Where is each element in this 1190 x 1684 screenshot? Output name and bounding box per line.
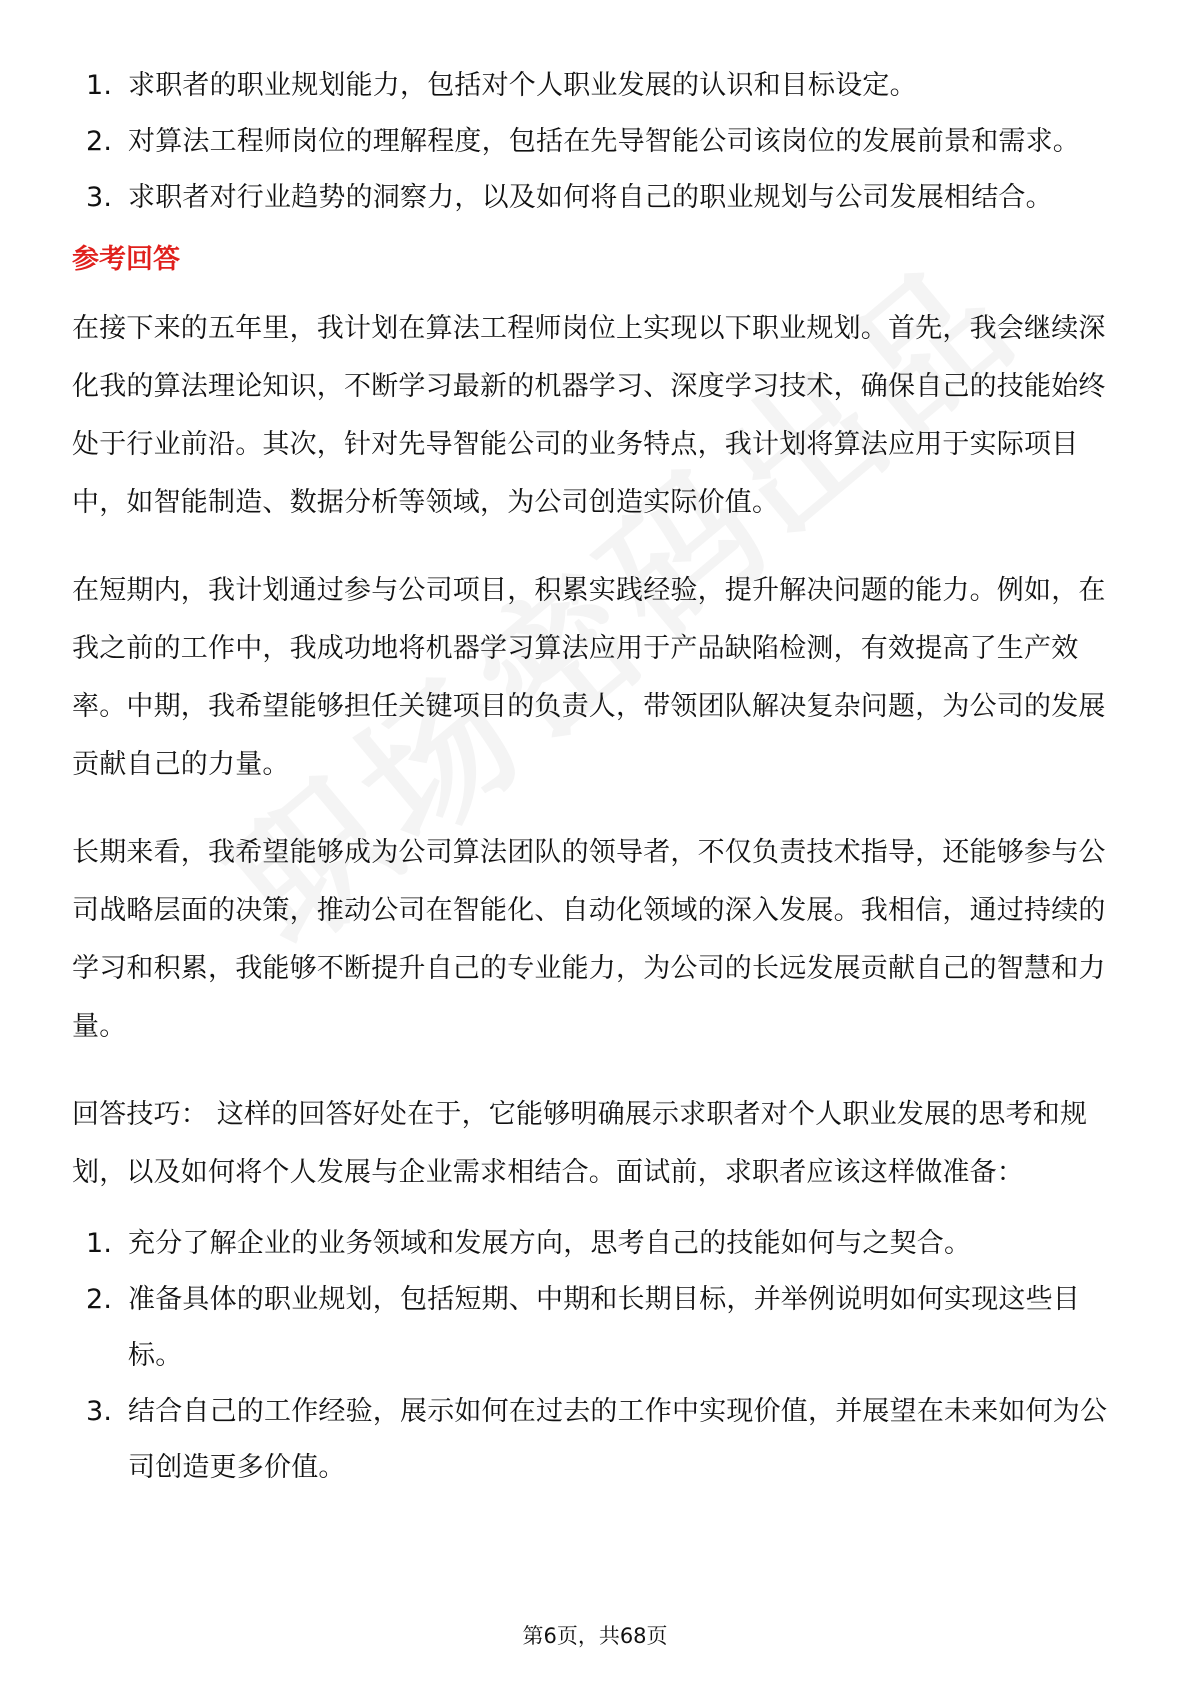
list-number: 2.: [86, 126, 113, 157]
page-content: [72, 58, 1122, 1496]
section-title: 参考回答: [72, 244, 180, 275]
list-item-text: 求职者对行业趋势的洞察力，以及如何将自己的职业规划与公司发展相结合。: [128, 182, 1053, 213]
preparation-list: [72, 1216, 1122, 1496]
paragraph: 在短期内，我计划通过参与公司项目，积累实践经验，提升解决问题的能力。例如，在我之前的工作中，我成功地将机器学习算法应用于产品缺陷检测，有效提高了生产效率。中期，我希望能够担任关键项目的负责人，带领团队解决复杂问题，为公司的发展贡献自己的力量。: [72, 575, 1106, 780]
paragraph: 长期来看，我希望能够成为公司算法团队的领导者，不仅负责技术指导，还能够参与公司战略层面的决策，推动公司在智能化、自动化领域的深入发展。我相信，通过持续的学习和积累，我能够不断提升自己的专业能力，为公司的长远发展贡献自己的智慧和力量。: [72, 837, 1106, 1042]
list-number: 1.: [86, 70, 113, 101]
list-item: [72, 58, 1122, 114]
criteria-list: [72, 58, 1122, 226]
list-item: [72, 1272, 1122, 1384]
list-item-text: 充分了解企业的业务领域和发展方向，思考自己的技能如何与之契合。: [128, 1228, 972, 1259]
list-item: [72, 170, 1122, 226]
list-item: [72, 1384, 1122, 1496]
list-item: [72, 114, 1122, 170]
list-item: [72, 1216, 1122, 1272]
list-number: 1.: [86, 1228, 113, 1259]
page-footer: 第6页，共68页: [522, 1624, 668, 1648]
list-item-text: 求职者的职业规划能力，包括对个人职业发展的认识和目标设定。: [128, 70, 917, 101]
list-number: 2.: [86, 1284, 113, 1315]
list-number: 3.: [86, 182, 113, 213]
list-number: 3.: [86, 1396, 113, 1427]
paragraph: 在接下来的五年里，我计划在算法工程师岗位上实现以下职业规划。首先，我会继续深化我的算法理论知识，不断学习最新的机器学习、深度学习技术，确保自己的技能始终处于行业前沿。其次，针对先导智能公司的业务特点，我计划将算法应用于实际项目中，如智能制造、数据分析等领域，为公司创造实际价值。: [72, 313, 1106, 518]
list-item-text: 准备具体的职业规划，包括短期、中期和长期目标，并举例说明如何实现这些目标。: [128, 1284, 1080, 1371]
tips-paragraph: 回答技巧： 这样的回答好处在于，它能够明确展示求职者对个人职业发展的思考和规划，以及如何将个人发展与企业需求相结合。面试前，求职者应该这样做准备：: [72, 1099, 1088, 1188]
list-item-text: 对算法工程师岗位的理解程度，包括在先导智能公司该岗位的发展前景和需求。: [128, 126, 1080, 157]
list-item-text: 结合自己的工作经验，展示如何在过去的工作中实现价值，并展望在未来如何为公司创造更多价值。: [128, 1396, 1108, 1483]
